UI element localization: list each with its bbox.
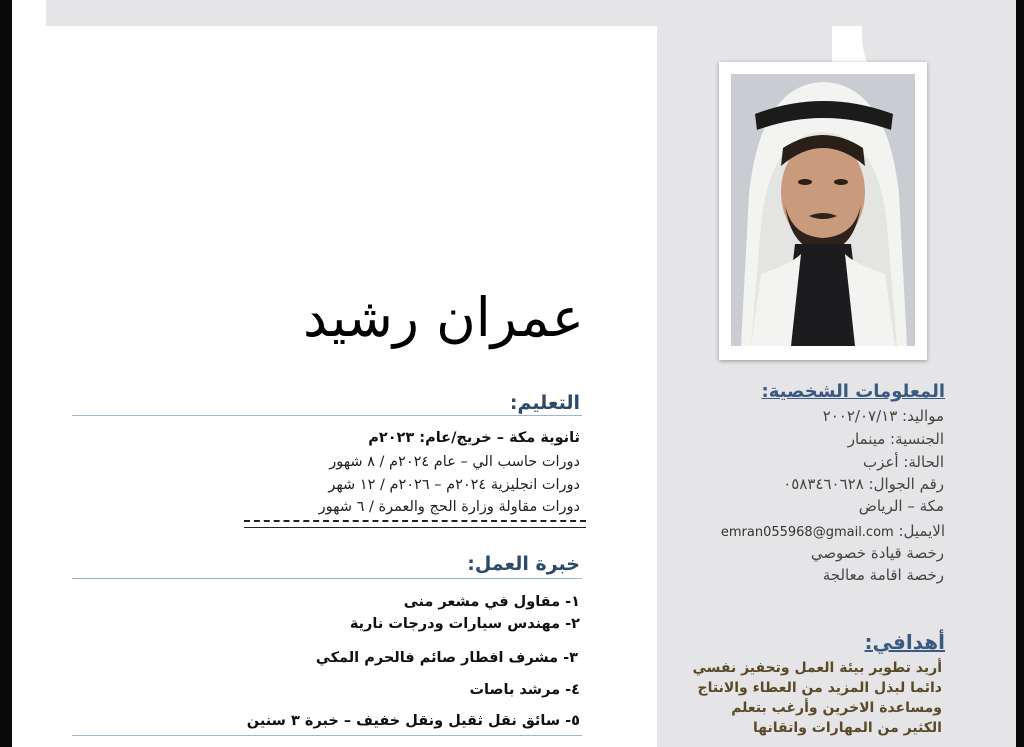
education-line-3: دورات انجليزية ٢٠٢٤م – ٢٠٢٦م / ١٢ شهر — [328, 477, 580, 493]
email-label: الايميل: — [898, 522, 945, 540]
info-nationality: الجنسية: مينمار — [847, 430, 944, 448]
profile-photo-frame — [719, 62, 927, 360]
education-line-2: دورات حاسب الي – عام ٢٠٢٤م / ٨ شهور — [329, 454, 580, 470]
info-residency: رخصة اقامة معالجة — [822, 566, 944, 584]
dashed-separator — [244, 520, 586, 522]
info-phone: رقم الجوال: ٠٥٨٣٤٦٠٦٢٨ — [783, 475, 944, 493]
email-value: emran055968@gmail.com — [720, 525, 894, 540]
goal-line-3: ومساعدة الاخرين وأرغب بتعلم — [731, 700, 942, 716]
experience-item-3: ٣- مشرف افطار صائم فالحرم المكي — [315, 650, 578, 666]
main-panel — [12, 26, 657, 747]
experience-item-2: ٢- مهندس سيارات ودرجات نارية — [349, 616, 580, 632]
goal-line-1: أريد تطوير بيئة العمل وتحفيز نفسي — [692, 660, 942, 676]
experience-title: خبرة العمل: — [467, 553, 580, 575]
experience-divider — [72, 578, 582, 579]
experience-item-1: ١- مقاول في مشعر منى — [403, 594, 580, 610]
goal-line-2: دائما لبذل المزيد من العطاء والانتاج — [697, 680, 942, 696]
solid-separator — [244, 527, 586, 528]
info-email-row — [687, 522, 945, 540]
goal-line-4: الكثير من المهارات واتقانها — [753, 720, 942, 736]
education-line-4: دورات مقاولة وزارة الحج والعمرة / ٦ شهور — [318, 499, 580, 515]
education-title: التعليم: — [509, 392, 580, 414]
full-name: عمران رشيد — [302, 286, 584, 349]
education-divider — [72, 415, 582, 416]
info-city: مكة – الرياض — [858, 497, 944, 515]
experience-item-5: ٥- سائق نقل ثقيل ونقل خفيف – خبرة ٣ سنين — [246, 713, 580, 729]
experience-bottom-divider — [72, 735, 582, 736]
info-license: رخصة قيادة خصوصي — [810, 544, 944, 562]
education-line-1: ثانوية مكة – خريج/عام: ٢٠٢٣م — [368, 430, 580, 446]
info-birth: مواليد: ٢٠٠٢/٠٧/١٣ — [822, 407, 944, 425]
personal-info-title: المعلومات الشخصية: — [761, 381, 945, 402]
profile-photo — [731, 74, 915, 346]
cv-page — [12, 0, 1016, 747]
info-status: الحالة: أعزب — [863, 453, 944, 471]
experience-item-4: ٤- مرشد باصات — [469, 682, 580, 698]
goals-title: أهدافي: — [864, 630, 945, 654]
